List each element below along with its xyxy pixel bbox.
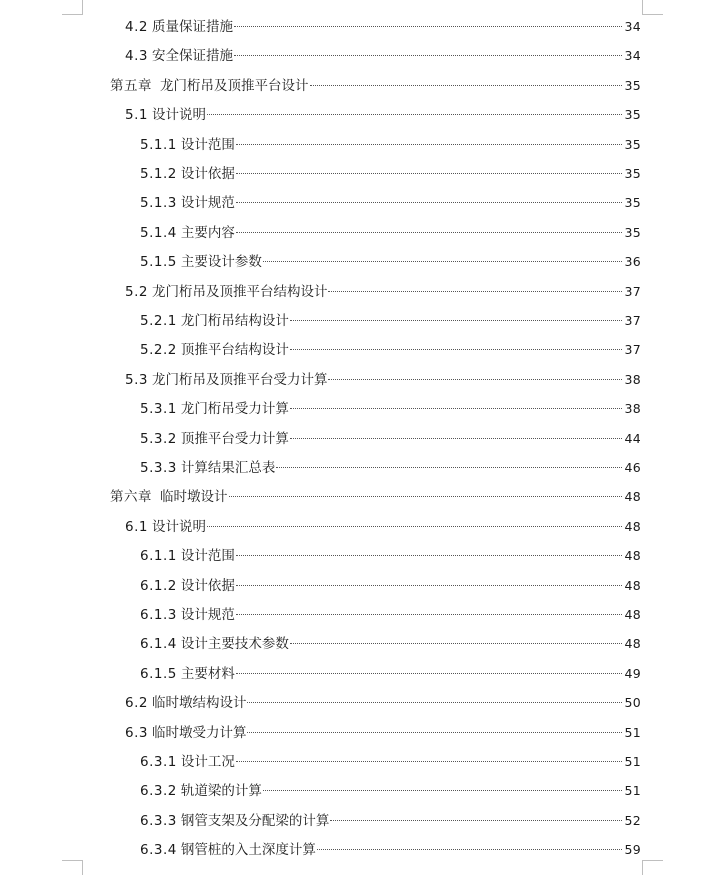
toc-dot-leader [236,614,623,615]
toc-dot-leader [328,291,622,292]
toc-entry[interactable] [140,222,641,244]
toc-entry-page-number: 50 [624,695,641,711]
crop-mark-bottom-left [62,860,83,875]
toc-dot-leader [328,379,622,380]
crop-mark-top-right [642,0,663,15]
toc-entry[interactable] [125,281,641,303]
toc-dot-leader [234,55,623,56]
toc-entry-title: 轨道梁的计算 [180,783,262,800]
toc-dot-leader [236,173,623,174]
toc-dot-leader [247,732,622,733]
toc-entry-page-number: 38 [624,401,641,417]
toc-dot-leader [236,761,623,762]
toc-entry-page-number: 48 [624,636,641,652]
toc-entry-title: 龙门桁吊及顶推平台设计 [160,77,309,94]
toc-entry-title: 设计依据 [180,166,235,182]
toc-entry-number: 第六章 [110,489,152,506]
toc-dot-leader [290,438,623,439]
toc-dot-leader [263,790,623,791]
toc-entry-page-number: 34 [624,19,641,34]
toc-entry-title: 设计工况 [180,754,235,770]
toc-entry[interactable] [140,339,641,361]
toc-entry-page-number: 44 [624,430,641,446]
toc-entry-title: 质量保证措施 [151,19,233,35]
toc-entry-title: 安全保证措施 [151,48,233,65]
toc-entry-title: 设计说明 [151,107,206,124]
toc-entry[interactable] [140,398,641,420]
toc-entry-page-number: 38 [624,371,641,387]
toc-entry-title: 钢管桩的入土深度计算 [180,842,316,859]
toc-entry-number: 6.1 [125,518,148,535]
toc-entry-page-number: 48 [624,607,641,622]
toc-entry-number: 6.3.4 [140,842,177,859]
toc-entry-title: 龙门桁吊受力计算 [180,401,289,418]
toc-entry-number: 5.1.4 [140,224,177,241]
toc-dot-leader [330,820,622,821]
toc-entry-page-number: 37 [624,283,641,299]
toc-entry-number: 5.3.1 [140,401,177,418]
toc-dot-leader [236,144,623,145]
toc-entry[interactable] [140,839,641,861]
toc-entry-title: 顶推平台受力计算 [180,430,289,447]
toc-dot-leader [236,202,623,203]
toc-entry-page-number: 48 [624,518,641,534]
toc-entry-title: 设计规范 [180,607,235,623]
toc-entry[interactable] [140,251,641,273]
toc-entry-page-number: 34 [624,48,641,64]
toc-entry[interactable] [125,369,641,391]
toc-entry-number: 6.1.5 [140,665,177,682]
toc-entry[interactable] [125,45,641,67]
toc-entry-number: 4.3 [125,48,148,65]
toc-dot-leader [236,555,623,556]
toc-entry-number: 6.1.2 [140,577,177,594]
toc-dot-leader [310,85,623,86]
toc-entry-number: 4.2 [125,19,148,35]
toc-entry-page-number: 52 [624,812,641,828]
toc-dot-leader [247,702,622,703]
toc-entry[interactable] [110,486,641,508]
toc-entry-number: 5.1.1 [140,136,177,153]
toc-entry-page-number: 37 [624,313,641,328]
toc-entry-title: 主要材料 [180,665,235,682]
toc-entry-title: 龙门桁吊结构设计 [180,313,289,329]
toc-entry-page-number: 35 [624,136,641,152]
toc-entry[interactable] [125,692,641,714]
toc-entry-title: 龙门桁吊及顶推平台受力计算 [151,371,328,388]
toc-entry-number: 5.1.2 [140,166,177,182]
toc-entry-page-number: 36 [624,254,641,270]
toc-entry-number: 6.3.1 [140,754,177,770]
toc-entry[interactable] [140,780,641,802]
toc-dot-leader [236,673,623,674]
toc-entry-page-number: 48 [624,489,641,505]
toc-entry-title: 设计范围 [180,136,235,153]
toc-entry-page-number: 48 [624,577,641,593]
toc-entry[interactable] [140,163,641,185]
toc-entry[interactable] [140,192,641,214]
toc-entry[interactable] [140,428,641,450]
toc-entry-title: 顶推平台结构设计 [180,342,289,359]
toc-entry-page-number: 37 [624,342,641,358]
toc-entry[interactable] [140,810,641,832]
toc-entry[interactable] [140,604,641,626]
toc-entry-page-number: 35 [624,224,641,240]
toc-entry-number: 6.1.1 [140,548,177,565]
toc-entry[interactable] [140,545,641,567]
toc-entry[interactable] [125,516,641,538]
toc-entry-number: 6.3.3 [140,812,177,829]
toc-dot-leader [234,26,623,27]
toc-entry[interactable] [140,751,641,773]
toc-entry-title: 设计规范 [180,195,235,212]
toc-dot-leader [207,114,623,115]
toc-dot-leader [229,496,623,497]
toc-entry-number: 5.1.5 [140,254,177,271]
toc-entry-page-number: 51 [624,783,641,799]
toc-entry[interactable] [125,104,641,126]
toc-entry-number: 6.2 [125,695,148,712]
toc-entry-number: 5.1.3 [140,195,177,212]
toc-entry-title: 计算结果汇总表 [180,460,276,476]
toc-entry[interactable] [140,633,641,655]
toc-dot-leader [276,467,622,468]
toc-dot-leader [207,526,623,527]
toc-entry-number: 6.3.2 [140,783,177,800]
toc-dot-leader [290,320,623,321]
toc-entry-page-number: 35 [624,166,641,181]
toc-entry-page-number: 59 [624,842,641,858]
toc-entry-page-number: 49 [624,665,641,681]
toc-entry-title: 临时墩结构设计 [151,695,247,712]
toc-entry-page-number: 51 [624,754,641,769]
toc-dot-leader [236,232,623,233]
toc-entry-number: 6.1.3 [140,607,177,623]
toc-entry-page-number: 35 [624,107,641,123]
toc-entry[interactable] [110,75,641,97]
toc-entry[interactable] [125,722,641,744]
toc-entry[interactable] [140,134,641,156]
crop-mark-bottom-right [642,860,663,875]
toc-entry-number: 5.2.2 [140,342,177,359]
toc-entry-title: 临时墩受力计算 [151,724,247,741]
toc-entry-title: 主要设计参数 [180,254,262,271]
toc-entry-title: 龙门桁吊及顶推平台结构设计 [151,283,328,300]
toc-entry-number: 5.3.2 [140,430,177,447]
toc-entry-page-number: 35 [624,77,641,93]
toc-entry-page-number: 48 [624,548,641,564]
toc-entry[interactable] [125,16,641,38]
toc-entry[interactable] [140,310,641,332]
toc-entry-number: 6.1.4 [140,636,177,653]
toc-entry-title: 设计依据 [180,577,235,594]
toc-entry-page-number: 46 [624,460,641,475]
toc-dot-leader [290,408,623,409]
toc-entry-number: 5.1 [125,107,148,124]
toc-entry-title: 临时墩设计 [160,489,228,506]
toc-entry-number: 第五章 [110,77,152,94]
toc-entry-number: 6.3 [125,724,148,741]
toc-entry-number: 5.2.1 [140,313,177,329]
toc-entry-title: 设计主要技术参数 [180,636,289,653]
toc-entry-title: 主要内容 [180,224,235,241]
toc-entry-number: 5.3.3 [140,460,177,476]
toc-entry-title: 设计范围 [180,548,235,565]
toc-dot-leader [317,849,623,850]
toc-dot-leader [236,585,623,586]
toc-entry[interactable] [140,575,641,597]
toc-dot-leader [290,643,623,644]
toc-dot-leader [263,261,623,262]
toc-dot-leader [290,349,623,350]
toc-entry-number: 5.3 [125,371,148,388]
toc-entry-title: 设计说明 [151,518,206,535]
toc-entry[interactable] [140,663,641,685]
toc-entry-number: 5.2 [125,283,148,300]
toc-entry-page-number: 35 [624,195,641,211]
crop-mark-top-left [62,0,83,15]
toc-entry[interactable] [140,457,641,479]
toc-entry-title: 钢管支架及分配梁的计算 [180,812,330,829]
toc-entry-page-number: 51 [624,724,641,740]
